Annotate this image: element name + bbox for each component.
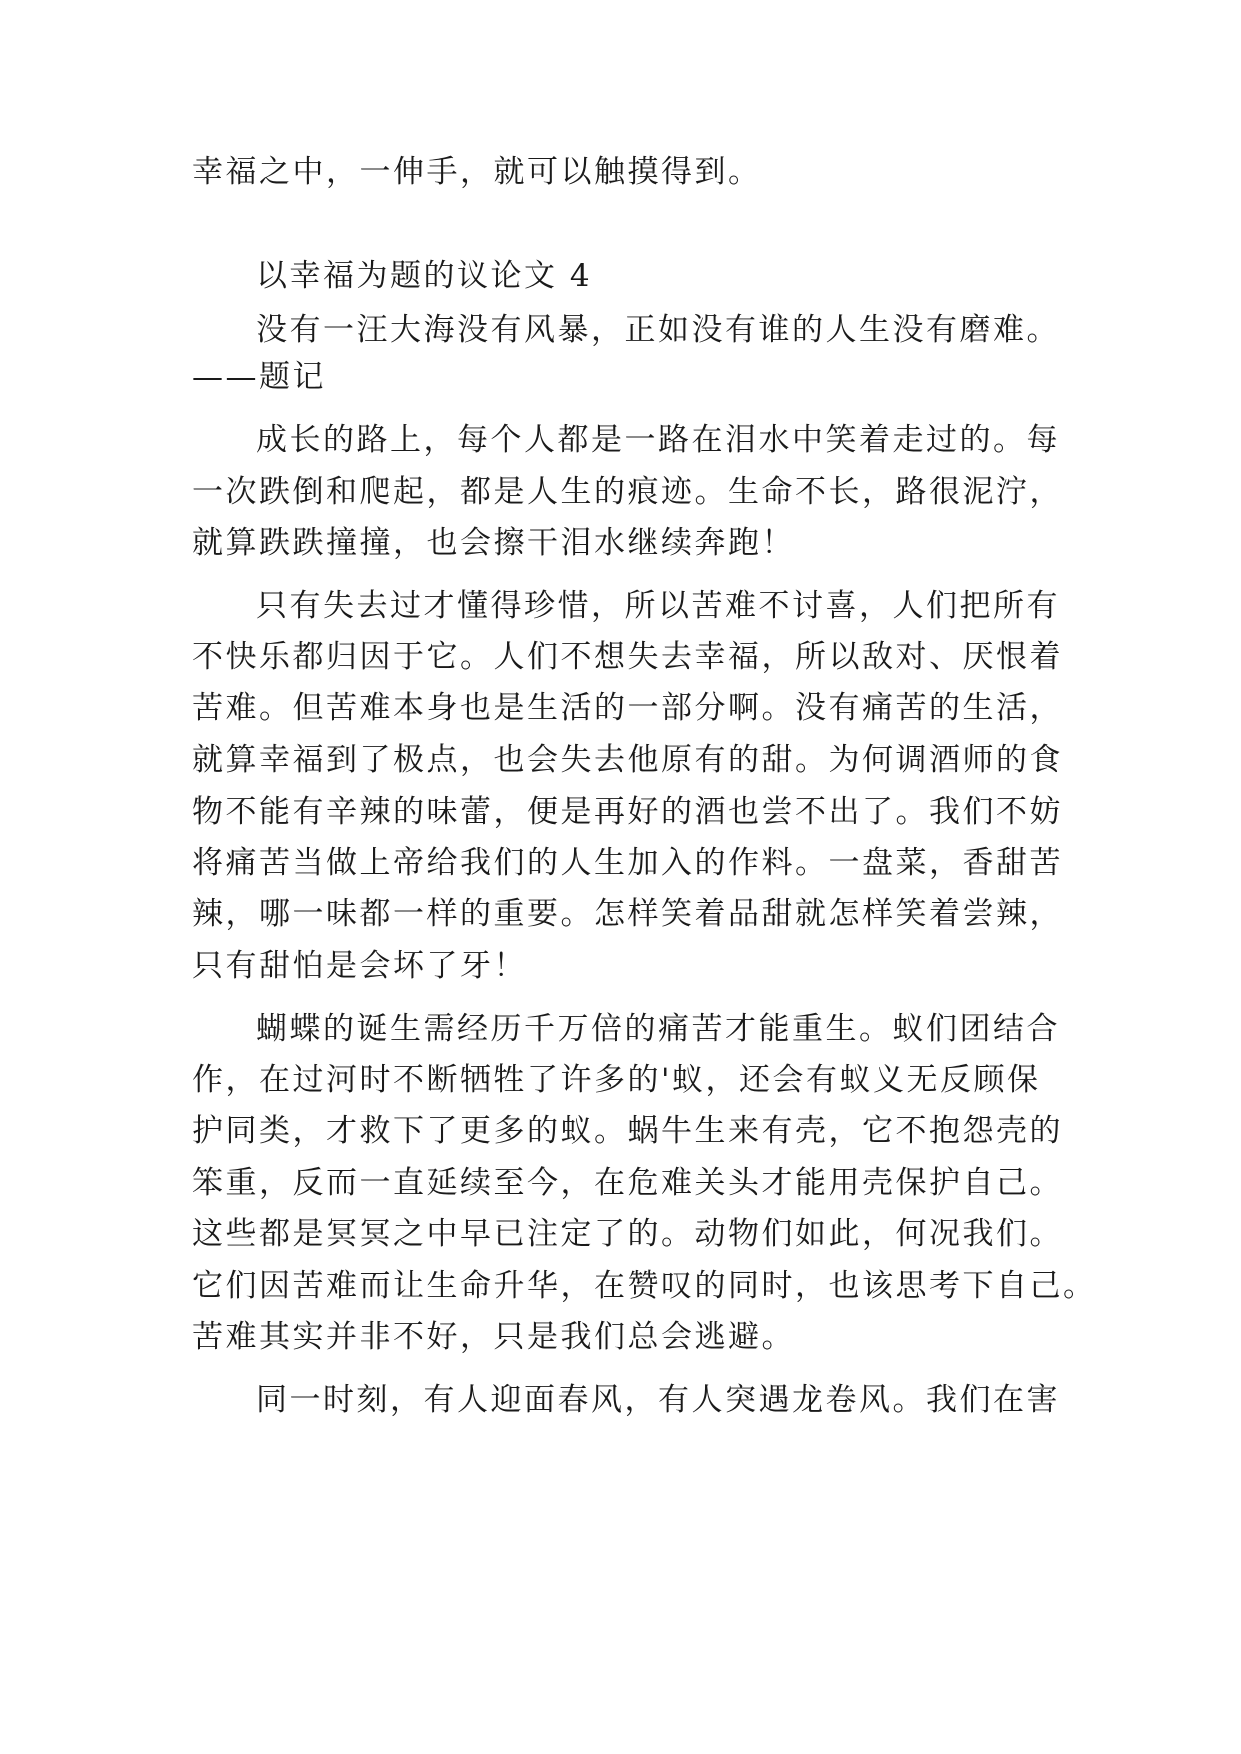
text-line: 物不能有辛辣的味蕾，便是再好的酒也尝不出了。我们不妨 — [192, 794, 1063, 830]
text-line: 笨重，反而一直延续至今，在危难关头才能用壳保护自己。 — [192, 1165, 1063, 1201]
text-line: 不快乐都归因于它。人们不想失去幸福，所以敌对、厌恨着 — [192, 639, 1063, 675]
text-line: 就算跌跌撞撞，也会擦干泪水继续奔跑！ — [192, 525, 795, 561]
text-line: 辣，哪一味都一样的重要。怎样笑着品甜就怎样笑着尝辣， — [192, 896, 1063, 932]
text-line: 一次跌倒和爬起，都是人生的痕迹。生命不长，路很泥泞， — [192, 474, 1063, 510]
epigraph-line: 没有一汪大海没有风暴，正如没有谁的人生没有磨难。 — [256, 312, 1060, 348]
text-line: 护同类，才救下了更多的蚁。蜗牛生来有壳，它不抱怨壳的 — [192, 1113, 1063, 1149]
epigraph-attribution: ——题记 — [192, 359, 326, 395]
text-line: 就算幸福到了极点，也会失去他原有的甜。为何调酒师的食 — [192, 742, 1063, 778]
text-line: 苦难。但苦难本身也是生活的一部分啊。没有痛苦的生活， — [192, 690, 1063, 726]
text-line: 将痛苦当做上帝给我们的人生加入的作料。一盘菜，香甜苦 — [192, 845, 1063, 881]
text-line: 成长的路上，每个人都是一路在泪水中笑着走过的。每 — [256, 422, 1060, 458]
text-line: 只有失去过才懂得珍惜，所以苦难不讨喜，人们把所有 — [256, 588, 1060, 624]
section-heading: 以幸福为题的议论文 4 — [256, 258, 593, 294]
text-line: 蝴蝶的诞生需经历千万倍的痛苦才能重生。蚁们团结合 — [256, 1011, 1060, 1047]
text-line: 作，在过河时不断牺牲了许多的'蚁，还会有蚁义无反顾保 — [192, 1062, 1041, 1098]
text-line: 苦难其实并非不好，只是我们总会逃避。 — [192, 1319, 795, 1355]
text-line: 这些都是冥冥之中早已注定了的。动物们如此，何况我们。 — [192, 1216, 1063, 1252]
text-line: 幸福之中，一伸手，就可以触摸得到。 — [192, 154, 762, 190]
text-line: 同一时刻，有人迎面春风，有人突遇龙卷风。我们在害 — [256, 1382, 1060, 1418]
text-line: 只有甜怕是会坏了牙！ — [192, 948, 527, 984]
text-line: 它们因苦难而让生命升华，在赞叹的同时，也该思考下自己。 — [192, 1268, 1097, 1304]
